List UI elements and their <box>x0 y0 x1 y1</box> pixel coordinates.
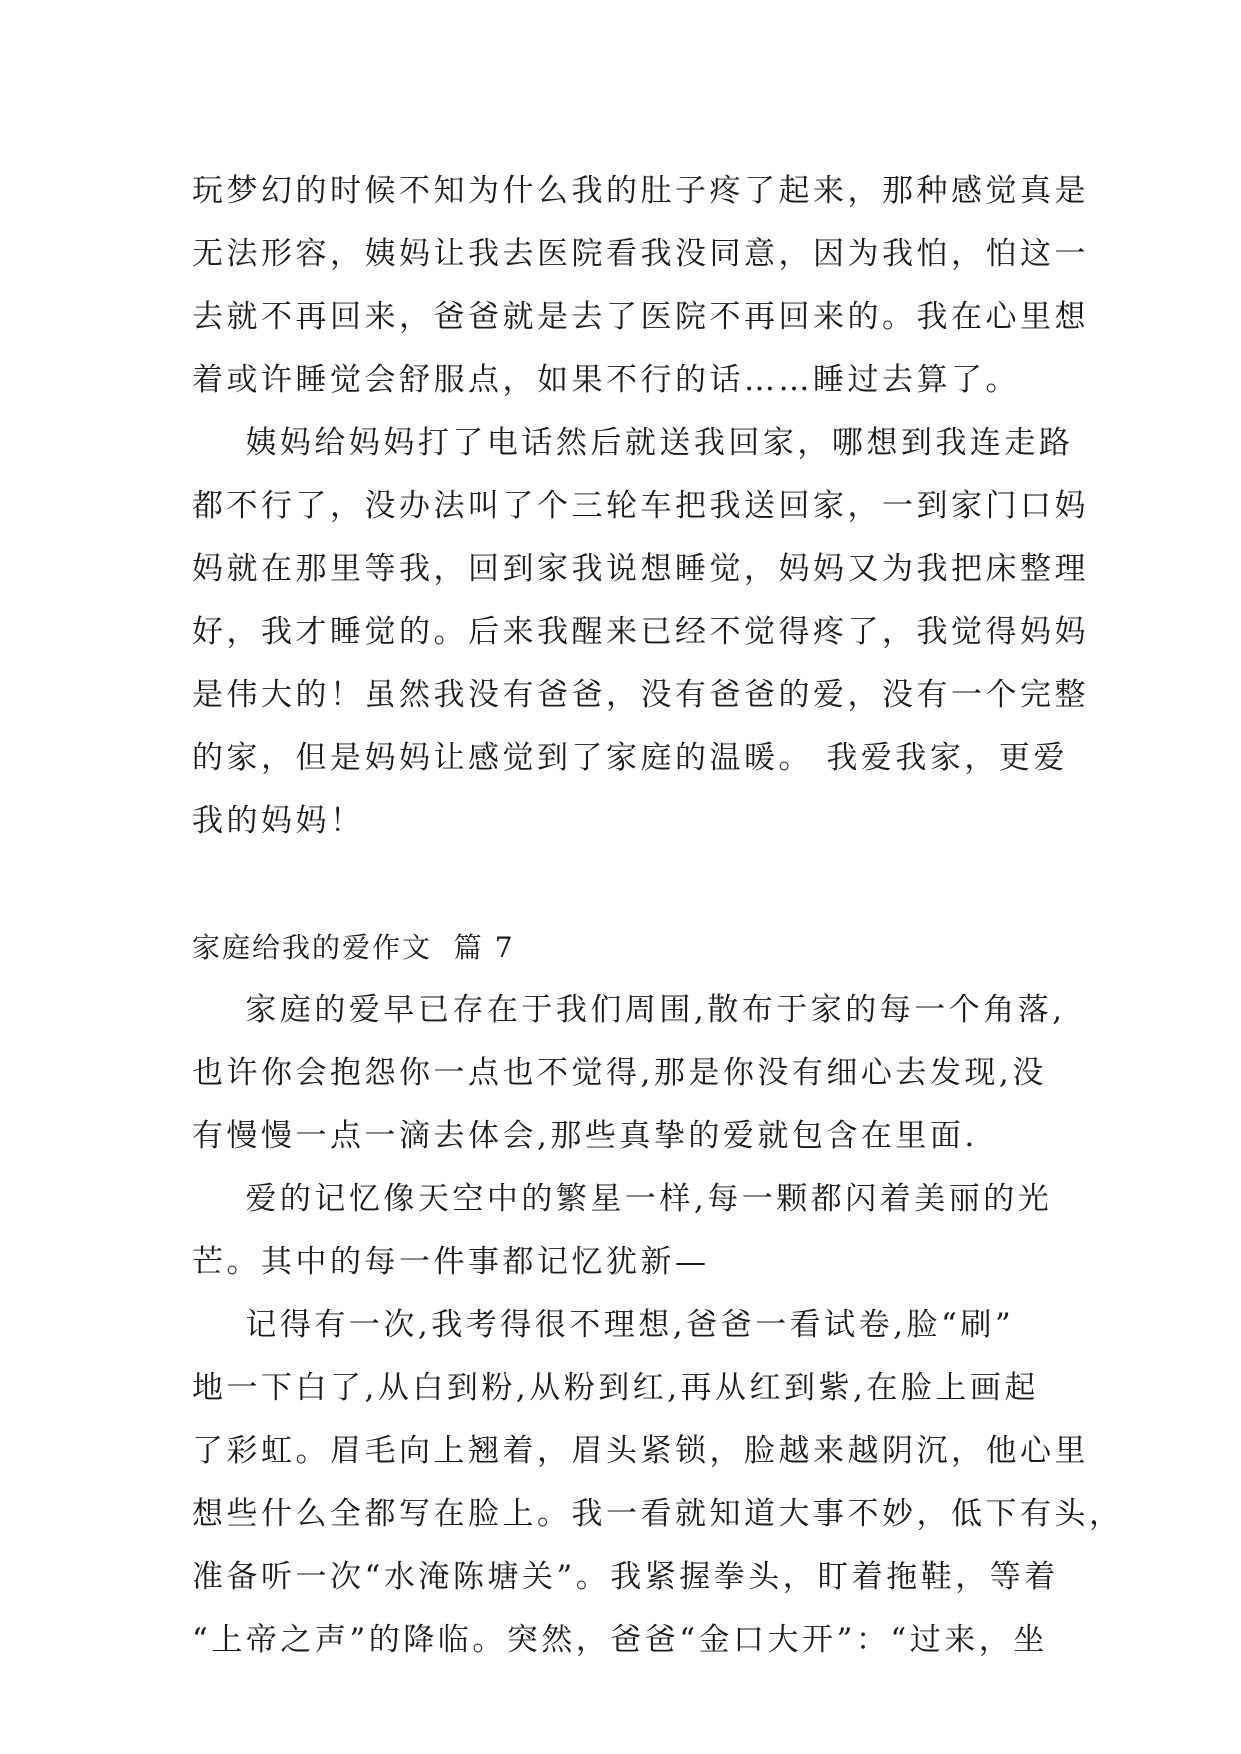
text-line: 也许你会抱怨你一点也不觉得,那是你没有细心去发现,没 <box>192 1055 1047 1091</box>
section-title: 家庭给我的爱作文 篇 7 <box>192 931 515 964</box>
text-line: 芒。其中的每一件事都记忆犹新— <box>192 1244 710 1280</box>
text-line: 无法形容，姨妈让我去医院看我没同意，因为我怕，怕这一 <box>192 236 1089 272</box>
text-line: 妈就在那里等我，回到家我说想睡觉，妈妈又为我把床整理 <box>192 551 1089 587</box>
text-line: 去就不再回来，爸爸就是去了医院不再回来的。我在心里想 <box>192 299 1089 335</box>
text-line: 爱的记忆像天空中的繁星一样,每一颗都闪着美丽的光 <box>192 1181 1053 1217</box>
text-line: 的家，但是妈妈让感觉到了家庭的温暖。 我爱我家，更爱 <box>192 740 1068 776</box>
text-line: 地一下白了,从白到粉,从粉到红,再从红到紫,在脸上画起 <box>192 1370 1039 1406</box>
text-line: 准备听一次“水淹陈塘关”。我紧握拳头，盯着拖鞋，等着 <box>192 1559 1059 1595</box>
paragraph-gap <box>192 853 1052 916</box>
text-line: 着或许睡觉会舒服点，如果不行的话……睡过去算了。 <box>192 362 1020 398</box>
text-line: 记得有一次,我考得很不理想,爸爸一看试卷,脸“刷” <box>192 1307 1015 1343</box>
document-body <box>192 160 1124 1672</box>
text-line: 是伟大的！虽然我没有爸爸，没有爸爸的爱，没有一个完整 <box>192 677 1089 713</box>
text-line: 家庭的爱早已存在于我们周围,散布于家的每一个角落, <box>192 992 1066 1028</box>
text-line: 好，我才睡觉的。后来我醒来已经不觉得疼了，我觉得妈妈 <box>192 614 1089 650</box>
text-line: 想些什么全都写在脸上。我一看就知道大事不妙，低下有头， <box>192 1496 1124 1532</box>
text-line: “上帝之声”的降临。突然，爸爸“金口大开”：“过来，坐 <box>192 1622 1048 1658</box>
text-line: 姨妈给妈妈打了电话然后就送我回家，哪想到我连走路 <box>192 425 1074 461</box>
text-line: 了彩虹。眉毛向上翘着，眉头紧锁，脸越来越阴沉，他心里 <box>192 1433 1089 1469</box>
text-line: 有慢慢一点一滴去体会,那些真挚的爱就包含在里面. <box>192 1118 978 1154</box>
text-line: 玩梦幻的时候不知为什么我的肚子疼了起来，那种感觉真是 <box>192 173 1089 209</box>
text-line: 我的妈妈！ <box>192 803 365 839</box>
text-line: 都不行了，没办法叫了个三轮车把我送回家，一到家门口妈 <box>192 488 1089 524</box>
